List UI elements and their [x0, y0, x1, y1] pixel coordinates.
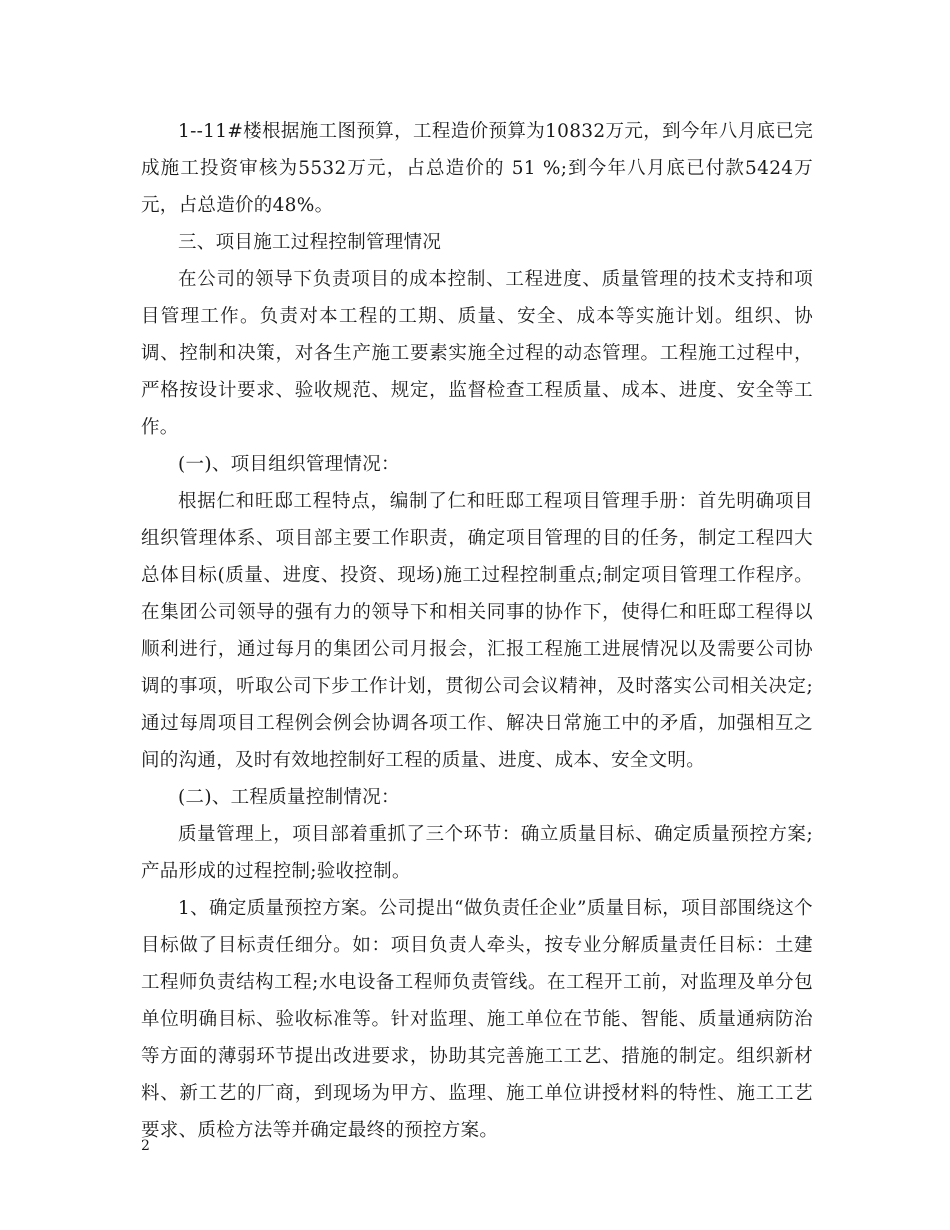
heading-section-three: 三、项目施工过程控制管理情况 — [178, 232, 442, 253]
document-body — [141, 113, 813, 1149]
paragraph-quality-overview: 质量管理上，项目部着重抓了三个环节：确立质量目标、确定质量预控方案;产品形成的过程控制;验收控制。 — [141, 824, 813, 882]
paragraph-budget-summary: 1--11#楼根据施工图预算，工程造价预算为10832万元，到今年八月底已完成施工投资审核为5532万元，占总造价的 51 %;到今年八月底已付款5424万元，占总造价的48%。 — [141, 121, 813, 216]
page-number: 2 — [141, 1138, 150, 1154]
paragraph-management-duties: 在公司的领导下负责项目的成本控制、工程进度、质量管理的技术支持和项目管理工作。负责对本工程的工期、质量、安全、成本等实施计划。组织、协调、控制和决策，对各生产施工要素实施全过程的动态管理。工程施工过程中，严格按设计要求、验收规范、规定，监督检查工程质量、成本、进度、安全等工作。 — [141, 269, 813, 438]
heading-subsection-one: (一)、项目组织管理情况： — [178, 454, 400, 475]
heading-subsection-two: (二)、工程质量控制情况： — [178, 787, 400, 808]
paragraph-quality-plan: 1、确定质量预控方案。公司提出“做负责任企业”质量目标，项目部围绕这个目标做了目标责任细分。如：项目负责人牵头，按专业分解质量责任目标：土建工程师负责结构工程;水电设备工程师负责管线。在工程开工前，对监理及单分包单位明确目标、验收标准等。针对监理、施工单位在节能、智能、质量通病防治等方面的薄弱环节提出改进要求，协助其完善施工工艺、措施的制定。组织新材料、新工艺的厂商，到现场为甲方、监理、施工单位讲授材料的特性、施工工艺要求、质检方法等并确定最终的预控方案。 — [141, 898, 813, 1141]
paragraph-organization: 根据仁和旺邸工程特点，编制了仁和旺邸工程项目管理手册：首先明确项目组织管理体系、项目部主要工作职责，确定项目管理的目的任务，制定工程四大总体目标(质量、进度、投资、现场)施工过程控制重点;制定项目管理工作程序。在集团公司领导的强有力的领导下和相关同事的协作下，使得仁和旺邸工程得以顺利进行，通过每月的集团公司月报会，汇报工程施工进展情况以及需要公司协调的事项，听取公司下步工作计划，贯彻公司会议精神，及时落实公司相关决定;通过每周项目工程例会例会协调各项工作、解决日常施工中的矛盾，加强相互之间的沟通，及时有效地控制好工程的质量、进度、成本、安全文明。 — [141, 491, 813, 771]
